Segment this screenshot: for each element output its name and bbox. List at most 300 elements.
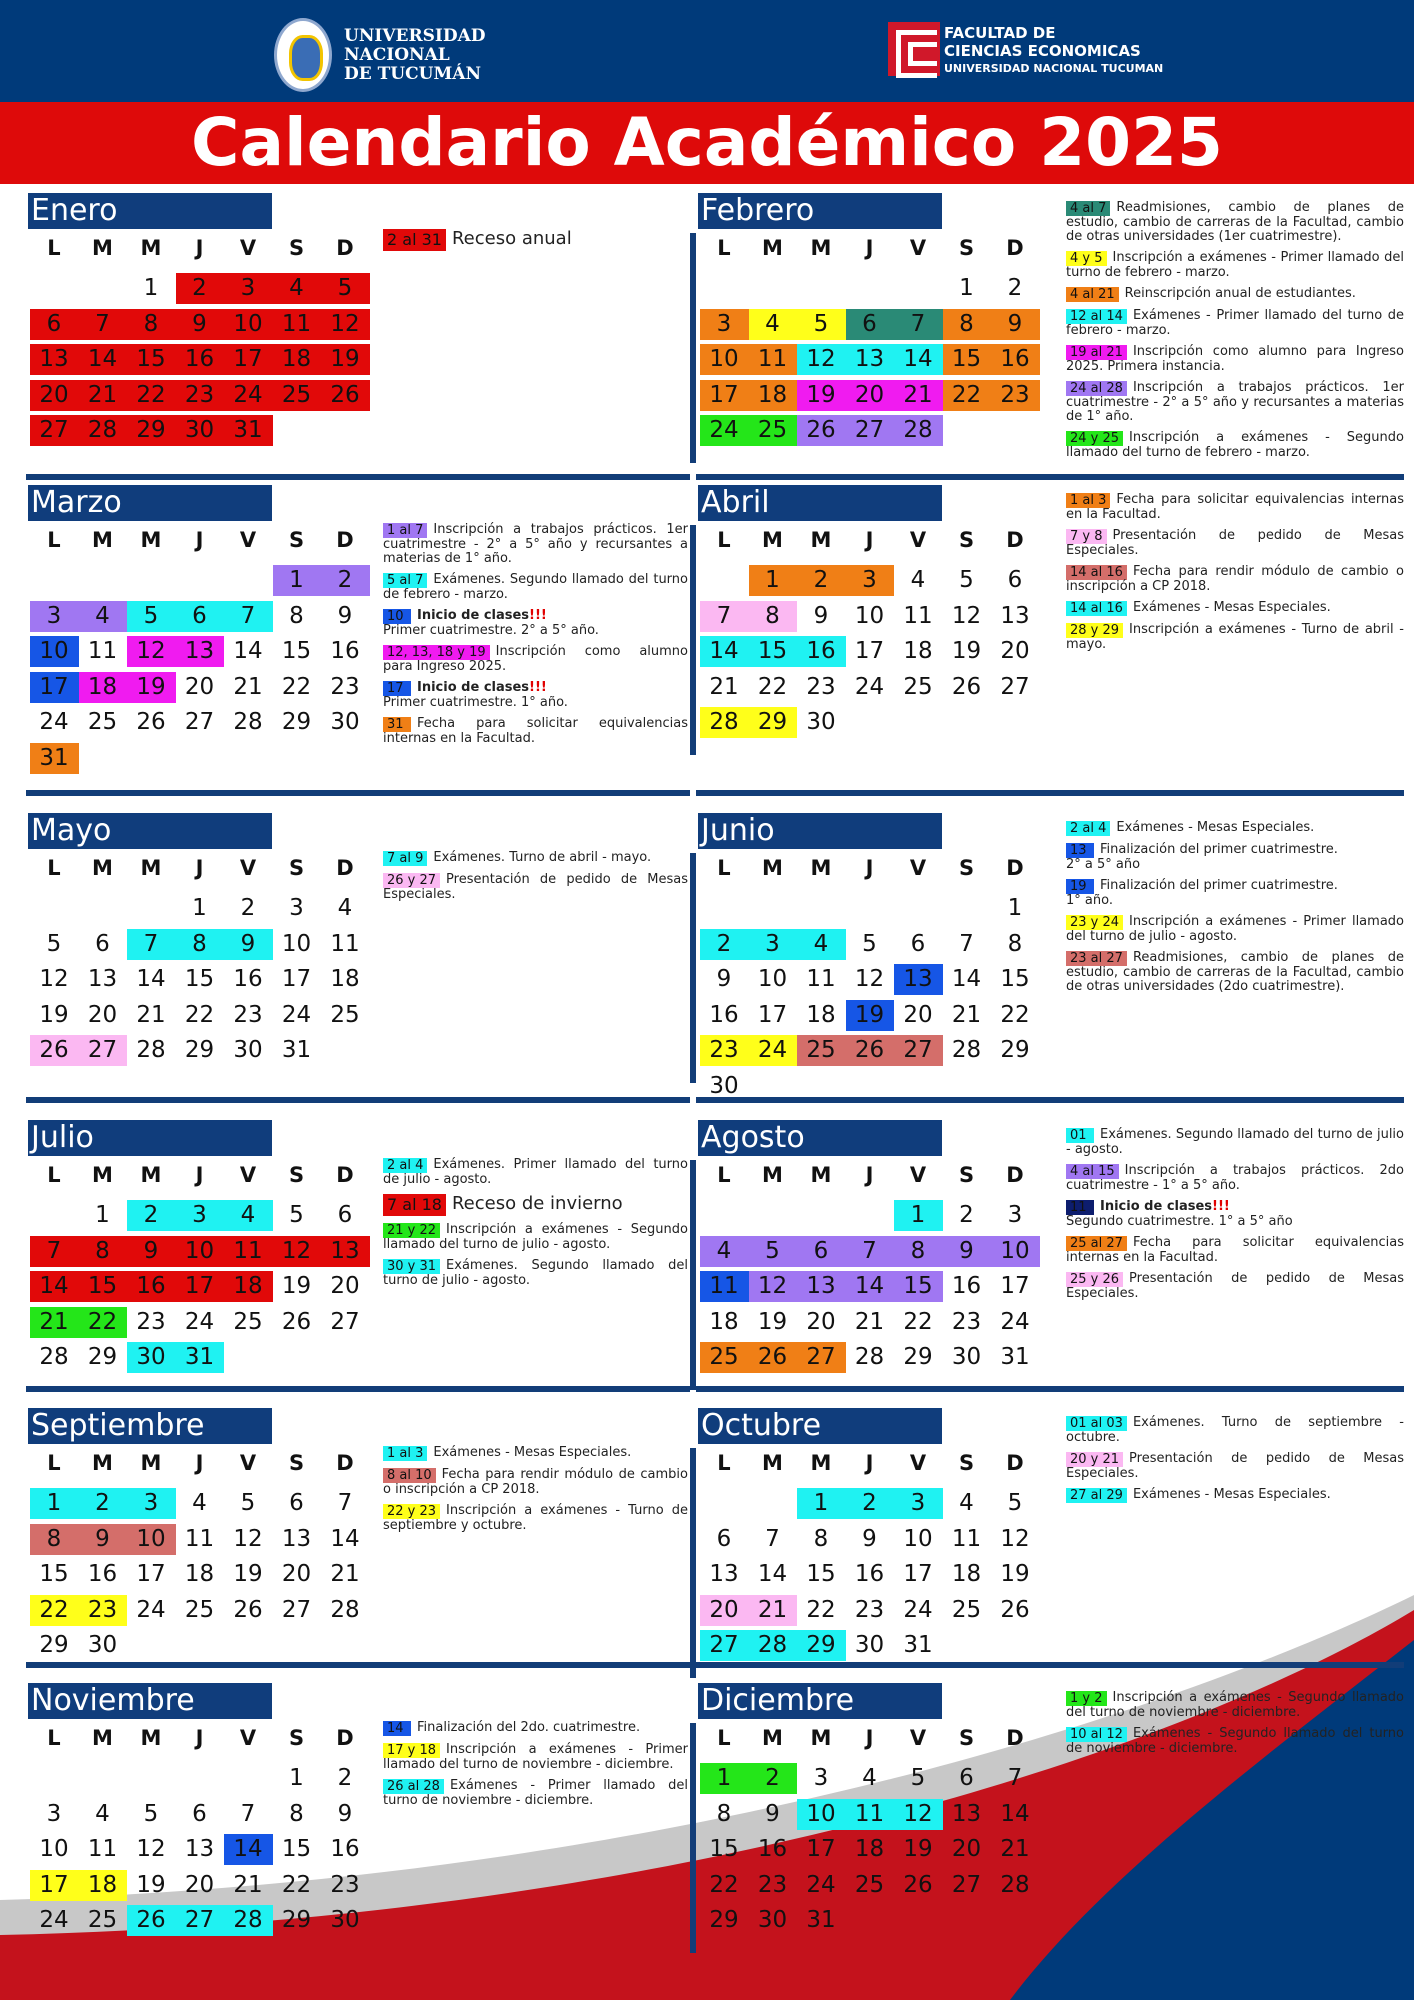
legend-text: Inicio de clases [417, 608, 530, 623]
day-octubre-15: 15 [806, 1561, 836, 1587]
day-enero-3: 3 [240, 275, 256, 301]
day-febrero-14: 14 [903, 346, 933, 372]
day-header: M [92, 1163, 113, 1187]
page-title: Calendario Académico 2025 [191, 104, 1223, 181]
day-diciembre-30: 30 [757, 1907, 788, 1933]
legend-item [383, 1194, 688, 1216]
legend-text: Fecha para rendir módulo de cambio o inscripción a CP 2018. [1066, 564, 1404, 594]
legend-item [1066, 821, 1404, 836]
day-header: D [336, 236, 354, 260]
day-abril-26: 26 [951, 673, 982, 700]
row-separator [696, 474, 1404, 480]
day-header: L [47, 1451, 61, 1475]
legend-item [383, 1446, 688, 1461]
day-junio-9: 9 [716, 966, 732, 992]
day-julio-16: 16 [136, 1273, 166, 1299]
day-septiembre-10: 10 [136, 1525, 166, 1552]
day-header: D [336, 1163, 354, 1187]
day-octubre-27: 27 [709, 1632, 739, 1658]
day-agosto-10: 10 [1000, 1237, 1030, 1264]
day-abril-6: 6 [1007, 567, 1023, 593]
day-agosto-25: 25 [709, 1344, 739, 1370]
day-abril-2: 2 [813, 567, 829, 593]
day-diciembre-23: 23 [757, 1871, 788, 1898]
legend-date-tag: 1 al 3 [383, 1446, 427, 1461]
day-abril-7: 7 [716, 602, 732, 629]
day-febrero-20: 20 [854, 381, 885, 408]
day-header: M [762, 528, 783, 552]
day-junio-1: 1 [1007, 895, 1023, 921]
day-header: D [336, 1451, 354, 1475]
day-diciembre-6: 6 [959, 1765, 974, 1791]
legend-date-tag: 17 y 18 [383, 1743, 440, 1758]
day-julio-25: 25 [233, 1308, 263, 1335]
day-febrero-8: 8 [959, 310, 974, 337]
day-mayo-9: 9 [240, 930, 256, 957]
month-divider-bar [690, 1723, 696, 1953]
month-title-diciembre: Diciembre [698, 1683, 942, 1719]
day-agosto-17: 17 [1000, 1273, 1030, 1299]
day-marzo-26: 26 [136, 709, 166, 735]
day-header: D [1006, 856, 1024, 880]
day-octubre-3: 3 [910, 1490, 926, 1516]
day-diciembre-10: 10 [806, 1800, 836, 1827]
day-header: J [195, 1726, 204, 1750]
day-marzo-15: 15 [281, 638, 312, 664]
day-abril-8: 8 [765, 602, 780, 629]
day-diciembre-22: 22 [709, 1871, 739, 1898]
day-header: L [47, 528, 61, 552]
day-enero-26: 26 [330, 381, 360, 408]
day-agosto-2: 2 [959, 1202, 974, 1228]
legend-date-tag: 25 al 27 [1066, 1236, 1127, 1251]
day-octubre-2: 2 [862, 1490, 877, 1516]
legend-item [383, 573, 688, 602]
day-mayo-29: 29 [184, 1037, 215, 1063]
day-febrero-11: 11 [757, 346, 788, 372]
day-header: V [909, 1726, 927, 1750]
legend-date-tag: 1 al 7 [383, 523, 427, 538]
legend-text: Readmisiones, cambio de planes de estudio, cambio de carreras de la Facultad, cambio de otras universidades (1er cuatrimestre). [1066, 200, 1404, 244]
day-febrero-25: 25 [757, 417, 788, 443]
day-abril-11: 11 [903, 602, 933, 629]
day-mayo-12: 12 [39, 966, 69, 992]
day-enero-28: 28 [87, 417, 118, 443]
day-septiembre-17: 17 [136, 1561, 166, 1587]
day-mayo-25: 25 [330, 1001, 360, 1028]
legend-text: Inscripción a trabajos prácticos. 1er cuatrimestre - 2° a 5° año y recursantes a materias de 1° año. [1066, 380, 1404, 424]
day-febrero-2: 2 [1007, 275, 1023, 301]
day-agosto-21: 21 [854, 1308, 885, 1335]
day-septiembre-13: 13 [281, 1525, 312, 1552]
day-julio-8: 8 [95, 1237, 110, 1264]
day-diciembre-16: 16 [757, 1836, 788, 1862]
legend-item [1066, 1416, 1404, 1445]
day-julio-9: 9 [143, 1237, 159, 1264]
day-abril-21: 21 [709, 673, 739, 700]
legend-item [383, 609, 688, 638]
day-mayo-19: 19 [39, 1001, 69, 1028]
legend-item [383, 681, 688, 710]
day-febrero-26: 26 [806, 417, 836, 443]
legend-date-tag: 5 al 7 [383, 573, 427, 588]
day-header: L [717, 236, 731, 260]
day-julio-24: 24 [184, 1308, 215, 1335]
day-septiembre-29: 29 [39, 1632, 69, 1658]
day-header: M [762, 1451, 783, 1475]
day-junio-2: 2 [716, 930, 732, 957]
day-julio-6: 6 [337, 1202, 353, 1228]
day-junio-22: 22 [1000, 1001, 1030, 1028]
legend-item [1066, 251, 1404, 280]
day-junio-8: 8 [1007, 930, 1023, 957]
day-diciembre-28: 28 [1000, 1871, 1030, 1898]
legend-item [1066, 309, 1404, 338]
day-enero-6: 6 [46, 310, 62, 337]
day-diciembre-17: 17 [806, 1836, 836, 1862]
day-noviembre-21: 21 [233, 1871, 263, 1898]
day-octubre-25: 25 [951, 1596, 982, 1623]
day-junio-24: 24 [757, 1037, 788, 1063]
legend-date-tag: 22 y 23 [383, 1504, 440, 1519]
day-julio-26: 26 [281, 1308, 312, 1335]
day-diciembre-13: 13 [951, 1800, 982, 1827]
day-febrero-24: 24 [709, 417, 739, 443]
day-julio-21: 21 [39, 1308, 69, 1335]
day-diciembre-29: 29 [709, 1907, 739, 1933]
day-diciembre-1: 1 [716, 1765, 732, 1791]
legend-date-tag: 2 al 4 [1066, 821, 1110, 836]
university-line-2: NACIONAL [344, 45, 450, 65]
legend-date-tag: 4 al 21 [1066, 287, 1119, 302]
day-header: D [336, 528, 354, 552]
legend-text: Exámenes - Mesas Especiales. [433, 1445, 632, 1460]
day-agosto-11: 11 [709, 1273, 739, 1299]
day-header: S [958, 1726, 975, 1750]
day-header: D [1006, 1726, 1024, 1750]
day-abril-22: 22 [757, 673, 788, 700]
day-mayo-13: 13 [87, 966, 118, 992]
day-enero-2: 2 [192, 275, 207, 301]
day-agosto-20: 20 [806, 1308, 836, 1335]
day-junio-17: 17 [757, 1001, 788, 1028]
day-junio-13: 13 [903, 966, 933, 992]
day-header: J [865, 528, 874, 552]
day-enero-21: 21 [87, 381, 118, 408]
day-agosto-9: 9 [959, 1237, 974, 1264]
legend-item [383, 1743, 688, 1772]
day-septiembre-2: 2 [95, 1490, 110, 1516]
legend-text: Inscripción a exámenes - Primer llamado del turno de noviembre - diciembre. [383, 1742, 688, 1772]
day-header: M [140, 528, 162, 552]
row-separator [26, 474, 690, 480]
legend-date-tag: 23 al 27 [1066, 951, 1127, 966]
day-header: L [717, 1726, 731, 1750]
day-diciembre-19: 19 [903, 1836, 933, 1862]
day-marzo-2: 2 [337, 567, 353, 593]
day-mayo-24: 24 [281, 1001, 312, 1028]
day-enero-16: 16 [184, 346, 215, 372]
legend-item [1066, 1200, 1404, 1229]
day-header: L [717, 1451, 731, 1475]
day-octubre-1: 1 [813, 1490, 829, 1516]
day-enero-8: 8 [143, 310, 159, 337]
day-octubre-20: 20 [709, 1596, 739, 1623]
day-noviembre-11: 11 [87, 1836, 118, 1862]
legend-item [1066, 345, 1404, 374]
month-title-marzo: Marzo [28, 485, 272, 521]
day-header: M [92, 856, 113, 880]
day-header: L [47, 1163, 61, 1187]
day-julio-30: 30 [136, 1344, 166, 1370]
day-noviembre-12: 12 [136, 1836, 166, 1862]
day-header: M [810, 1451, 832, 1475]
day-header: S [958, 236, 975, 260]
day-noviembre-30: 30 [330, 1907, 360, 1933]
day-enero-31: 31 [233, 417, 263, 443]
legend-text: Inscripción a exámenes - Primer llamado del turno de julio - agosto. [1066, 914, 1404, 944]
day-header: D [1006, 1451, 1024, 1475]
day-julio-22: 22 [87, 1308, 118, 1335]
day-octubre-23: 23 [854, 1596, 885, 1623]
legend-date-tag: 19 al 21 [1066, 345, 1127, 360]
day-octubre-12: 12 [1000, 1525, 1030, 1552]
day-septiembre-9: 9 [95, 1525, 110, 1552]
day-abril-27: 27 [1000, 673, 1030, 700]
day-noviembre-15: 15 [281, 1836, 312, 1862]
legend-text: Exámenes. Turno de septiembre - octubre. [1066, 1415, 1404, 1445]
day-abril-17: 17 [854, 638, 885, 664]
day-marzo-23: 23 [330, 673, 360, 700]
day-abril-13: 13 [1000, 602, 1030, 629]
day-enero-29: 29 [136, 417, 166, 443]
day-agosto-28: 28 [854, 1344, 885, 1370]
day-marzo-1: 1 [289, 567, 304, 593]
legend-text: Exámenes. Primer llamado del turno de julio - agosto. [383, 1157, 688, 1187]
legend-text: Inscripción como alumno para Ingreso 2025. [383, 644, 688, 674]
day-mayo-5: 5 [46, 930, 62, 957]
legend-date-tag: 12 al 14 [1066, 309, 1127, 324]
legend-item [1066, 431, 1404, 460]
day-enero-30: 30 [184, 417, 215, 443]
day-junio-26: 26 [854, 1037, 885, 1063]
day-enero-14: 14 [87, 346, 118, 372]
day-mayo-23: 23 [233, 1001, 263, 1028]
day-header: D [1006, 1163, 1024, 1187]
faculty-logo-mark [888, 22, 940, 76]
day-agosto-6: 6 [813, 1237, 829, 1264]
day-header: M [92, 1726, 113, 1750]
day-header: S [288, 856, 305, 880]
day-julio-1: 1 [95, 1202, 110, 1228]
day-julio-14: 14 [39, 1273, 69, 1299]
day-abril-1: 1 [765, 567, 780, 593]
day-octubre-19: 19 [1000, 1561, 1030, 1587]
day-octubre-7: 7 [765, 1525, 780, 1552]
day-mayo-1: 1 [192, 895, 207, 921]
day-febrero-1: 1 [959, 275, 974, 301]
day-header: V [909, 856, 927, 880]
day-junio-6: 6 [910, 930, 926, 957]
day-febrero-9: 9 [1007, 310, 1023, 337]
legend-date-tag: 25 y 26 [1066, 1272, 1123, 1287]
day-enero-10: 10 [233, 310, 263, 337]
legend-text: Presentación de pedido de Mesas Especiales. [1066, 528, 1404, 558]
day-noviembre-22: 22 [281, 1871, 312, 1898]
day-enero-19: 19 [330, 346, 360, 372]
day-header: M [140, 236, 162, 260]
day-abril-14: 14 [709, 638, 739, 664]
day-marzo-8: 8 [289, 602, 304, 629]
day-mayo-20: 20 [87, 1001, 118, 1028]
day-septiembre-28: 28 [330, 1596, 360, 1623]
day-noviembre-24: 24 [39, 1907, 69, 1933]
legend-item [1066, 915, 1404, 944]
day-diciembre-14: 14 [1000, 1800, 1030, 1827]
legend-item [1066, 601, 1404, 616]
legend-text: Receso anual [451, 228, 572, 249]
day-mayo-16: 16 [233, 966, 263, 992]
legend-text: Finalización del primer cuatrimestre. [1100, 878, 1338, 893]
legend-item [383, 645, 688, 674]
day-mayo-14: 14 [136, 966, 166, 992]
day-marzo-12: 12 [136, 638, 166, 664]
day-header: V [239, 1451, 257, 1475]
day-header: L [47, 236, 61, 260]
day-agosto-3: 3 [1007, 1202, 1023, 1228]
month-title-septiembre: Septiembre [28, 1408, 272, 1444]
legend-text: Inscripción a exámenes - Primer llamado del turno de febrero - marzo. [1066, 250, 1404, 280]
day-header: V [239, 1726, 257, 1750]
day-mayo-21: 21 [136, 1001, 166, 1028]
day-header: M [810, 528, 832, 552]
legend-exclaim: !!! [1212, 1199, 1230, 1214]
day-septiembre-22: 22 [39, 1596, 69, 1623]
day-agosto-27: 27 [806, 1344, 836, 1370]
day-agosto-12: 12 [757, 1273, 788, 1299]
day-junio-12: 12 [854, 966, 885, 992]
legend-date-tag: 20 y 21 [1066, 1452, 1123, 1467]
legend-date-tag: 01 al 03 [1066, 1416, 1127, 1431]
day-abril-24: 24 [854, 673, 885, 700]
legend-text: Exámenes - Mesas Especiales. [1116, 820, 1315, 835]
legend-item [383, 1504, 688, 1533]
legend-text: Fecha para rendir módulo de cambio o inscripción a CP 2018. [383, 1467, 688, 1497]
day-agosto-31: 31 [1000, 1344, 1030, 1370]
day-marzo-7: 7 [240, 602, 256, 629]
day-abril-19: 19 [951, 638, 982, 664]
day-header: J [195, 856, 204, 880]
month-title-junio: Junio [698, 813, 942, 849]
day-julio-4: 4 [240, 1202, 256, 1228]
legend-item [1066, 1452, 1404, 1481]
day-mayo-27: 27 [87, 1037, 118, 1063]
legend-subtext: 1° año. [1066, 893, 1113, 908]
day-marzo-3: 3 [46, 602, 62, 629]
day-noviembre-14: 14 [233, 1836, 263, 1862]
day-junio-25: 25 [806, 1037, 836, 1063]
day-header: V [239, 528, 257, 552]
legend-item [383, 229, 688, 251]
day-septiembre-15: 15 [39, 1561, 69, 1587]
day-header: L [717, 528, 731, 552]
legend-date-tag: 2 al 31 [383, 229, 446, 251]
day-septiembre-1: 1 [46, 1490, 62, 1516]
day-header: V [239, 1163, 257, 1187]
legend-date-tag: 26 y 27 [383, 873, 440, 888]
day-header: M [810, 856, 832, 880]
day-enero-5: 5 [337, 275, 353, 301]
legend-text: Exámenes - Mesas Especiales. [1132, 1487, 1331, 1502]
day-header: L [717, 856, 731, 880]
day-agosto-23: 23 [951, 1308, 982, 1335]
day-header: M [762, 856, 783, 880]
legend-item [383, 523, 688, 566]
day-noviembre-29: 29 [281, 1907, 312, 1933]
day-noviembre-25: 25 [87, 1907, 118, 1933]
day-enero-15: 15 [136, 346, 166, 372]
day-julio-19: 19 [281, 1273, 312, 1299]
legend-item [1066, 1691, 1404, 1720]
day-agosto-18: 18 [709, 1308, 739, 1335]
day-junio-11: 11 [806, 966, 836, 992]
legend-text: Reinscripción anual de estudiantes. [1124, 286, 1356, 301]
day-octubre-9: 9 [862, 1525, 877, 1552]
day-enero-12: 12 [330, 310, 360, 337]
legend-item [383, 1223, 688, 1252]
day-junio-18: 18 [806, 1001, 836, 1028]
legend-date-tag: 4 y 5 [1066, 251, 1107, 266]
day-febrero-4: 4 [765, 310, 780, 337]
day-noviembre-17: 17 [39, 1871, 69, 1898]
day-marzo-5: 5 [143, 602, 159, 629]
day-diciembre-8: 8 [716, 1800, 732, 1827]
day-septiembre-3: 3 [143, 1490, 159, 1516]
day-abril-9: 9 [813, 602, 829, 629]
day-header: D [1006, 528, 1024, 552]
day-febrero-18: 18 [757, 381, 788, 408]
legend-item [1066, 1488, 1404, 1503]
day-marzo-17: 17 [39, 673, 69, 700]
legend-text: Fecha para solicitar equivalencias internas en la Facultad. [1066, 492, 1404, 522]
day-junio-5: 5 [862, 930, 877, 957]
day-diciembre-27: 27 [951, 1871, 982, 1898]
month-title-julio: Julio [28, 1120, 272, 1156]
day-mayo-7: 7 [143, 930, 159, 957]
day-agosto-7: 7 [862, 1237, 877, 1264]
day-abril-20: 20 [1000, 638, 1030, 664]
legend-date-tag: 7 y 8 [1066, 529, 1107, 544]
legend-text: Exámenes. Segundo llamado del turno de febrero - marzo. [383, 572, 688, 602]
month-title-abril: Abril [698, 485, 942, 521]
legend-date-tag: 10 [383, 609, 411, 624]
day-noviembre-10: 10 [39, 1836, 69, 1862]
legend-item [1066, 951, 1404, 994]
day-marzo-11: 11 [87, 638, 118, 664]
legend-text: Exámenes. Segundo llamado del turno de julio - agosto. [1066, 1127, 1404, 1157]
month-title-noviembre: Noviembre [28, 1683, 272, 1719]
day-septiembre-4: 4 [192, 1490, 207, 1516]
day-febrero-3: 3 [716, 310, 732, 337]
day-header: S [288, 236, 305, 260]
legend-date-tag: 31 [383, 717, 411, 732]
legend-text: Readmisiones, cambio de planes de estudio, cambio de carreras de la Facultad, cambio de otras universidades (2do cuatrimestre). [1066, 950, 1404, 994]
legend-text: Exámenes - Primer llamado del turno de febrero - marzo. [1066, 308, 1404, 338]
day-header: M [92, 1451, 113, 1475]
legend-item [1066, 529, 1404, 558]
day-octubre-13: 13 [709, 1561, 739, 1587]
legend-exclaim: !!! [529, 608, 547, 623]
